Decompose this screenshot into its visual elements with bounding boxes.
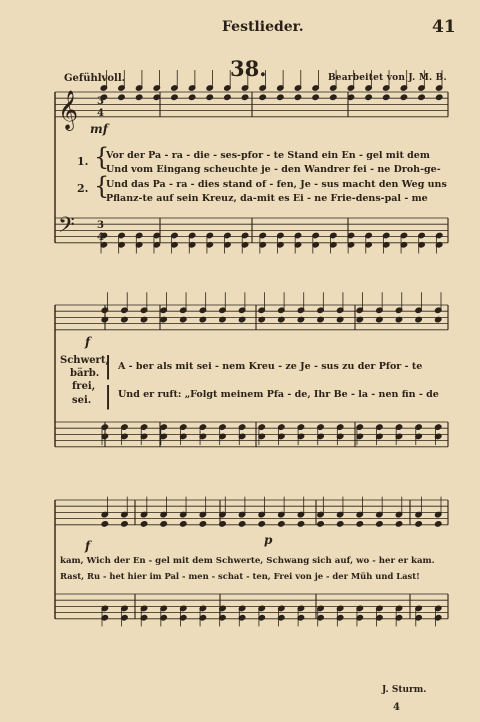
lyric-line: Rast, Ru - het hier im Pal - men - schat - ten, Frei von je - der Müh und Last! [60, 571, 420, 581]
time-signature: 3 [97, 96, 104, 107]
time-signature: 4 [97, 108, 104, 119]
lyric-line: Und vom Eingang scheuchte je - den Wandrer fei - ne Droh-ge- [106, 164, 441, 175]
time-signature: 4 [97, 232, 104, 243]
notehead [277, 94, 284, 100]
verse-brace: | [104, 382, 113, 410]
notehead [415, 521, 422, 527]
lyric-line-ending: Schwert, [60, 355, 109, 366]
notehead [376, 521, 383, 527]
notehead [356, 521, 363, 527]
dynamic-marking: f [85, 335, 91, 349]
composer-credit: J. Sturm. [382, 685, 427, 695]
notehead [135, 94, 142, 100]
arranger-credit: Bearbeitet von J. M. B. [328, 73, 447, 83]
lyric-line: Vor der Pa - ra - die - ses-pfor - te Stand ein En - gel mit dem [106, 150, 430, 161]
notehead [180, 521, 187, 527]
time-signature: 3 [97, 220, 104, 231]
notehead [171, 94, 178, 100]
treble-clef: 𝄞 [58, 90, 79, 130]
running-header-title: Festlieder. [222, 19, 304, 35]
notehead [383, 94, 390, 100]
dynamic-marking: p [264, 533, 273, 547]
signature-mark: 4 [393, 702, 400, 713]
lyric-line: Und er ruft: „Folgt meinem Pfa - de, Ihr Be - la - nen fin - de [118, 389, 439, 400]
lyric-line: kam, Wich der En - gel mit dem Schwerte, Schwang sich auf, wo - her er kam. [60, 556, 435, 566]
lyric-line: A - ber als mit sei - nem Kreu - ze Je - sus zu der Pfor - te [118, 361, 423, 372]
notehead [238, 521, 245, 527]
notehead [241, 94, 248, 100]
verse-number: 2. [77, 182, 89, 195]
notehead [365, 94, 372, 100]
notehead [206, 94, 213, 100]
notehead [336, 521, 343, 527]
notehead [101, 521, 108, 527]
notehead [395, 521, 402, 527]
notehead [259, 94, 266, 100]
notehead [434, 521, 441, 527]
lyric-line: Pflanz-te auf sein Kreuz, da-mit es Ei - ne Frie-dens-pal - me [106, 193, 428, 204]
page-number: 41 [432, 17, 456, 37]
notehead [294, 94, 301, 100]
notehead [118, 94, 125, 100]
notehead [160, 521, 167, 527]
verse-brace: { [94, 143, 110, 171]
notehead [330, 94, 337, 100]
bass-clef: 𝄢 [58, 213, 75, 243]
notehead [258, 521, 265, 527]
notehead [312, 94, 319, 100]
notehead [278, 521, 285, 527]
notehead [121, 521, 128, 527]
notehead [435, 94, 442, 100]
notehead [418, 94, 425, 100]
notehead [199, 521, 206, 527]
song-number: 38. [230, 56, 267, 81]
notehead [140, 521, 147, 527]
dynamic-marking: mf [90, 122, 108, 136]
notehead [153, 94, 160, 100]
verse-brace: { [94, 172, 110, 200]
notehead [188, 94, 195, 100]
lyric-line: Und das Pa - ra - dies stand of - fen, Je - sus macht den Weg uns [106, 179, 447, 190]
dynamic-marking: f [85, 539, 91, 553]
verse-number: 1. [77, 155, 89, 168]
tempo-marking: Gefühlvoll. [64, 73, 126, 84]
notehead [224, 94, 231, 100]
notehead [317, 521, 324, 527]
lyric-line-ending: frei, [72, 381, 96, 392]
notehead [297, 521, 304, 527]
lyric-line-ending: sei. [72, 395, 92, 406]
notehead [400, 94, 407, 100]
lyric-line-ending: bärb. [70, 368, 100, 379]
verse-brace: | [104, 352, 113, 380]
